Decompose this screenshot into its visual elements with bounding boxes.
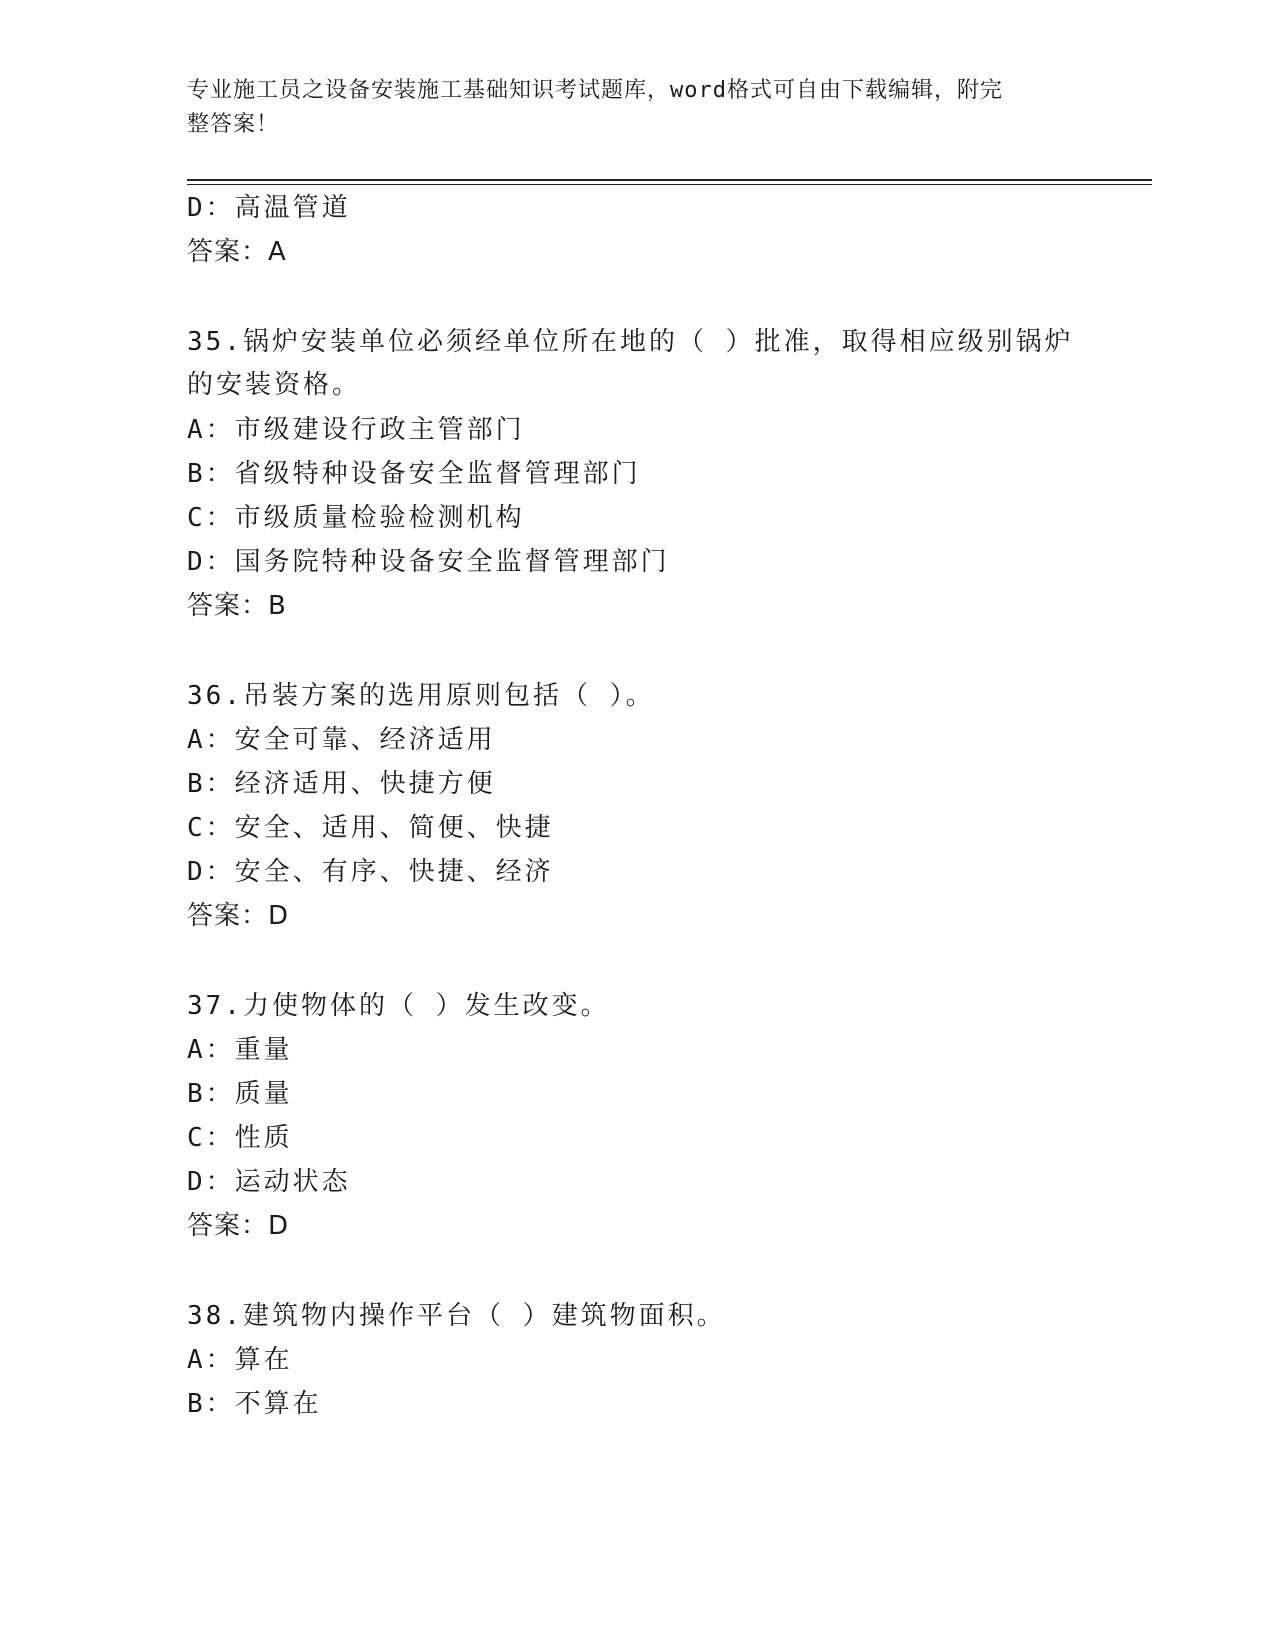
answer-line: 答案：A [187, 237, 287, 267]
question-stem: 38.建筑物内操作平台（ ）建筑物面积。 [187, 1301, 726, 1331]
option-d: D：高温管道 [187, 193, 351, 223]
header-line-2: 整答案！ [187, 112, 280, 137]
option-a: A：重量 [187, 1035, 293, 1065]
option-d: D：安全、有序、快捷、经济 [187, 857, 554, 887]
header-line-1: 专业施工员之设备安装施工基础知识考试题库，word格式可自由下载编辑，附完 [187, 78, 1003, 103]
answer-line: 答案：D [187, 901, 290, 931]
header-divider [187, 179, 1152, 181]
answer-line: 答案：D [187, 1211, 290, 1241]
option-a: A：安全可靠、经济适用 [187, 725, 496, 755]
question-stem: 35.锅炉安装单位必须经单位所在地的（ ）批准，取得相应级别锅炉 [187, 327, 1074, 357]
option-b: B：不算在 [187, 1389, 322, 1419]
header-divider-thin [187, 184, 1152, 185]
option-d: D：国务院特种设备安全监督管理部门 [187, 547, 670, 577]
question-stem-continued: 的安装资格。 [187, 370, 362, 400]
option-a: A：市级建设行政主管部门 [187, 415, 525, 445]
option-b: B：质量 [187, 1079, 293, 1109]
option-c: C：安全、适用、简便、快捷 [187, 813, 554, 843]
question-stem: 36.吊装方案的选用原则包括（ ）。 [187, 681, 655, 711]
question-stem: 37.力使物体的（ ）发生改变。 [187, 991, 610, 1021]
option-d: D：运动状态 [187, 1167, 351, 1197]
option-a: A：算在 [187, 1345, 293, 1375]
option-b: B：经济适用、快捷方便 [187, 769, 496, 799]
answer-line: 答案：B [187, 591, 287, 621]
document-header [187, 74, 1087, 142]
option-c: C：性质 [187, 1123, 293, 1153]
option-c: C：市级质量检验检测机构 [187, 503, 525, 533]
option-b: B：省级特种设备安全监督管理部门 [187, 459, 641, 489]
